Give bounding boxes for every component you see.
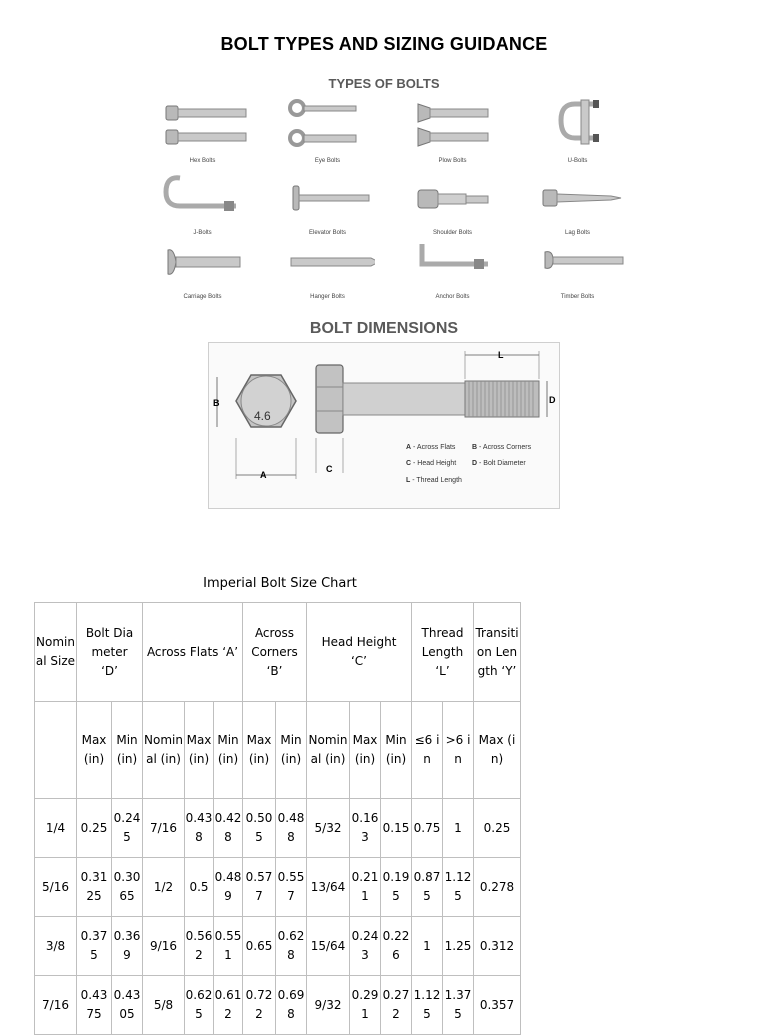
subheader-cell: Nominal (in) bbox=[143, 702, 185, 799]
table-cell: 0.4305 bbox=[112, 976, 143, 1035]
table-cell: 0.625 bbox=[185, 976, 214, 1035]
header-cell bbox=[412, 603, 474, 702]
table-cell: 9/32 bbox=[307, 976, 350, 1035]
table-cell: 0.226 bbox=[381, 917, 412, 976]
table-cell: 0.375 bbox=[77, 917, 112, 976]
legend-d bbox=[472, 460, 526, 467]
bolt-cell-shoulder bbox=[390, 170, 515, 234]
dim-label-a: A bbox=[260, 470, 267, 480]
bolt-cell-plow bbox=[390, 98, 515, 162]
table-cell: 0.369 bbox=[112, 917, 143, 976]
dim-label-b: B bbox=[213, 398, 220, 408]
dim-label-d: D bbox=[549, 395, 556, 405]
table-cell: 1.375 bbox=[443, 976, 474, 1035]
table-cell: 3/8 bbox=[35, 917, 77, 976]
header-cell: Across Flats ‘A’ bbox=[143, 603, 243, 702]
elevator-bolt-icon bbox=[275, 170, 375, 226]
bolt-cell-eye bbox=[265, 98, 390, 162]
table-cell: 1 bbox=[412, 917, 443, 976]
table-cell: 0.612 bbox=[214, 976, 243, 1035]
header-cell bbox=[77, 603, 143, 702]
subheader-cell: Max (in) bbox=[474, 702, 521, 799]
table-cell: 0.243 bbox=[350, 917, 381, 976]
bolt-caption: Anchor Bolts bbox=[435, 294, 470, 300]
dim-label-l: L bbox=[498, 350, 504, 360]
table-subheader-row bbox=[35, 702, 521, 799]
bolt-cell-hanger bbox=[265, 234, 390, 298]
bolt-cell-anchor bbox=[390, 234, 515, 298]
legend-text: - Across Flats bbox=[411, 444, 456, 451]
table-header-row bbox=[35, 603, 521, 702]
bolt-size-table bbox=[34, 602, 521, 1035]
dim-label-c: C bbox=[326, 464, 333, 474]
subheader-cell: Min (in) bbox=[112, 702, 143, 799]
table-cell: 9/16 bbox=[143, 917, 185, 976]
header-cell: Nominal Size bbox=[35, 603, 77, 702]
legend-key: D bbox=[472, 460, 478, 467]
timber-bolt-icon bbox=[525, 234, 625, 290]
bolt-dimensions-figure bbox=[208, 342, 560, 509]
bolt-cell-j bbox=[140, 170, 265, 234]
legend-key: L bbox=[406, 477, 411, 484]
table-cell: 0.4375 bbox=[77, 976, 112, 1035]
bolt-cell-lag bbox=[515, 170, 640, 234]
head-marking: 4.6 bbox=[254, 409, 271, 423]
header-cell: Transition Length ‘Y’ bbox=[474, 603, 521, 702]
table-cell: 1.25 bbox=[443, 917, 474, 976]
eye-bolt-icon bbox=[275, 98, 375, 154]
table-cell: 0.3125 bbox=[77, 858, 112, 917]
table-cell: 7/16 bbox=[143, 799, 185, 858]
bolt-caption: Hex Bolts bbox=[189, 158, 216, 164]
table-cell: 0.698 bbox=[276, 976, 307, 1035]
header-cell-text: Across Corners ‘B’ bbox=[251, 625, 298, 678]
table-cell: 0.272 bbox=[381, 976, 412, 1035]
subheader-cell: Nominal (in) bbox=[307, 702, 350, 799]
plow-bolt-icon bbox=[400, 98, 500, 154]
table-cell: 0.65 bbox=[243, 917, 276, 976]
bolt-caption: Hanger Bolts bbox=[310, 294, 345, 300]
subheader-cell: Max (in) bbox=[185, 702, 214, 799]
table-cell: 0.278 bbox=[474, 858, 521, 917]
header-cell-text: Head Height ‘C’ bbox=[321, 635, 397, 668]
table-cell: 0.25 bbox=[474, 799, 521, 858]
table-cell: 0.5 bbox=[185, 858, 214, 917]
legend-key: B bbox=[472, 444, 478, 451]
table-cell: 0.75 bbox=[412, 799, 443, 858]
bolt-dimensions-heading: BOLT DIMENSIONS bbox=[309, 320, 459, 337]
hanger-bolt-icon bbox=[275, 234, 375, 290]
table-cell: 0.722 bbox=[243, 976, 276, 1035]
table-cell: 0.245 bbox=[112, 799, 143, 858]
subheader-cell: Min (in) bbox=[214, 702, 243, 799]
hex-bolt-icon bbox=[150, 98, 250, 154]
j-bolt-icon bbox=[150, 170, 250, 226]
table-cell: 0.551 bbox=[214, 917, 243, 976]
table-cell: 0.489 bbox=[214, 858, 243, 917]
table-row bbox=[35, 917, 521, 976]
table-cell: 1.125 bbox=[443, 858, 474, 917]
table-cell: 0.195 bbox=[381, 858, 412, 917]
table-cell: 15/64 bbox=[307, 917, 350, 976]
table-cell: 0.211 bbox=[350, 858, 381, 917]
bolt-caption: Eye Bolts bbox=[314, 158, 341, 164]
legend-text: - Thread Length bbox=[410, 477, 462, 484]
bolt-cell-u bbox=[515, 98, 640, 162]
table-cell: 5/16 bbox=[35, 858, 77, 917]
table-cell: 0.312 bbox=[474, 917, 521, 976]
carriage-bolt-icon bbox=[150, 234, 250, 290]
table-cell: 0.562 bbox=[185, 917, 214, 976]
table-cell: 0.577 bbox=[243, 858, 276, 917]
table-cell: 7/16 bbox=[35, 976, 77, 1035]
table-cell: 1.125 bbox=[412, 976, 443, 1035]
legend-text: - Head Height bbox=[411, 460, 457, 467]
subheader-cell: ≤6 in bbox=[412, 702, 443, 799]
legend-l bbox=[406, 477, 462, 484]
bolt-caption: U-Bolts bbox=[567, 158, 588, 164]
table-cell: 0.357 bbox=[474, 976, 521, 1035]
table-cell: 0.163 bbox=[350, 799, 381, 858]
bolt-caption: Plow Bolts bbox=[438, 158, 467, 164]
table-cell: 0.3065 bbox=[112, 858, 143, 917]
bolt-cell-elevator bbox=[265, 170, 390, 234]
header-cell bbox=[307, 603, 412, 702]
table-cell: 0.291 bbox=[350, 976, 381, 1035]
bolt-caption: Elevator Bolts bbox=[308, 230, 347, 236]
table-cell: 1/2 bbox=[143, 858, 185, 917]
table-row bbox=[35, 799, 521, 858]
bolt-types-figure bbox=[140, 98, 640, 298]
table-cell: 5/32 bbox=[307, 799, 350, 858]
table-cell: 0.25 bbox=[77, 799, 112, 858]
table-row bbox=[35, 858, 521, 917]
bolt-caption: J-Bolts bbox=[193, 230, 212, 236]
table-cell: 1/4 bbox=[35, 799, 77, 858]
size-chart-title: Imperial Bolt Size Chart bbox=[203, 576, 357, 591]
table-cell: 0.875 bbox=[412, 858, 443, 917]
table-cell: 0.438 bbox=[185, 799, 214, 858]
table-cell: 0.428 bbox=[214, 799, 243, 858]
table-cell: 0.15 bbox=[381, 799, 412, 858]
bolt-cell-timber bbox=[515, 234, 640, 298]
subheader-cell: Max (in) bbox=[350, 702, 381, 799]
lag-bolt-icon bbox=[525, 170, 625, 226]
header-cell-text: Bolt Diameter ‘D’ bbox=[85, 625, 134, 678]
legend-text: - Bolt Diameter bbox=[477, 460, 526, 467]
table-cell: 0.505 bbox=[243, 799, 276, 858]
subheader-cell-empty bbox=[35, 702, 77, 799]
bolt-cell-hex bbox=[140, 98, 265, 162]
subheader-cell: Max (in) bbox=[243, 702, 276, 799]
header-cell bbox=[243, 603, 307, 702]
bolt-caption: Shoulder Bolts bbox=[432, 230, 473, 236]
table-cell: 0.488 bbox=[276, 799, 307, 858]
table-cell: 5/8 bbox=[143, 976, 185, 1035]
table-cell: 0.628 bbox=[276, 917, 307, 976]
bolt-caption: Carriage Bolts bbox=[183, 294, 222, 300]
subheader-cell: Max (in) bbox=[77, 702, 112, 799]
bolt-caption: Lag Bolts bbox=[564, 230, 591, 236]
table-cell: 0.557 bbox=[276, 858, 307, 917]
legend-b bbox=[472, 444, 531, 451]
subheader-cell: Min (in) bbox=[276, 702, 307, 799]
anchor-bolt-icon bbox=[400, 234, 500, 290]
subheader-cell: Min (in) bbox=[381, 702, 412, 799]
header-cell-text: Thread Length ‘L’ bbox=[421, 625, 464, 678]
legend-a bbox=[406, 444, 455, 451]
bolt-dimensions-drawing bbox=[209, 343, 559, 508]
page-title: BOLT TYPES AND SIZING GUIDANCE bbox=[220, 34, 548, 54]
table-cell: 13/64 bbox=[307, 858, 350, 917]
legend-text: - Across Corners bbox=[477, 444, 532, 451]
table-cell: 1 bbox=[443, 799, 474, 858]
legend-key: A bbox=[406, 444, 412, 451]
types-of-bolts-heading-text: TYPES OF BOLTS bbox=[328, 76, 440, 91]
bolt-caption: Timber Bolts bbox=[560, 294, 595, 300]
subheader-cell: >6 in bbox=[443, 702, 474, 799]
shoulder-bolt-icon bbox=[400, 170, 500, 226]
bolt-cell-carriage bbox=[140, 234, 265, 298]
table-row bbox=[35, 976, 521, 1035]
legend-c bbox=[406, 460, 456, 467]
u-bolt-icon bbox=[525, 98, 625, 154]
legend-key: C bbox=[406, 460, 412, 467]
types-of-bolts-heading bbox=[0, 76, 768, 91]
